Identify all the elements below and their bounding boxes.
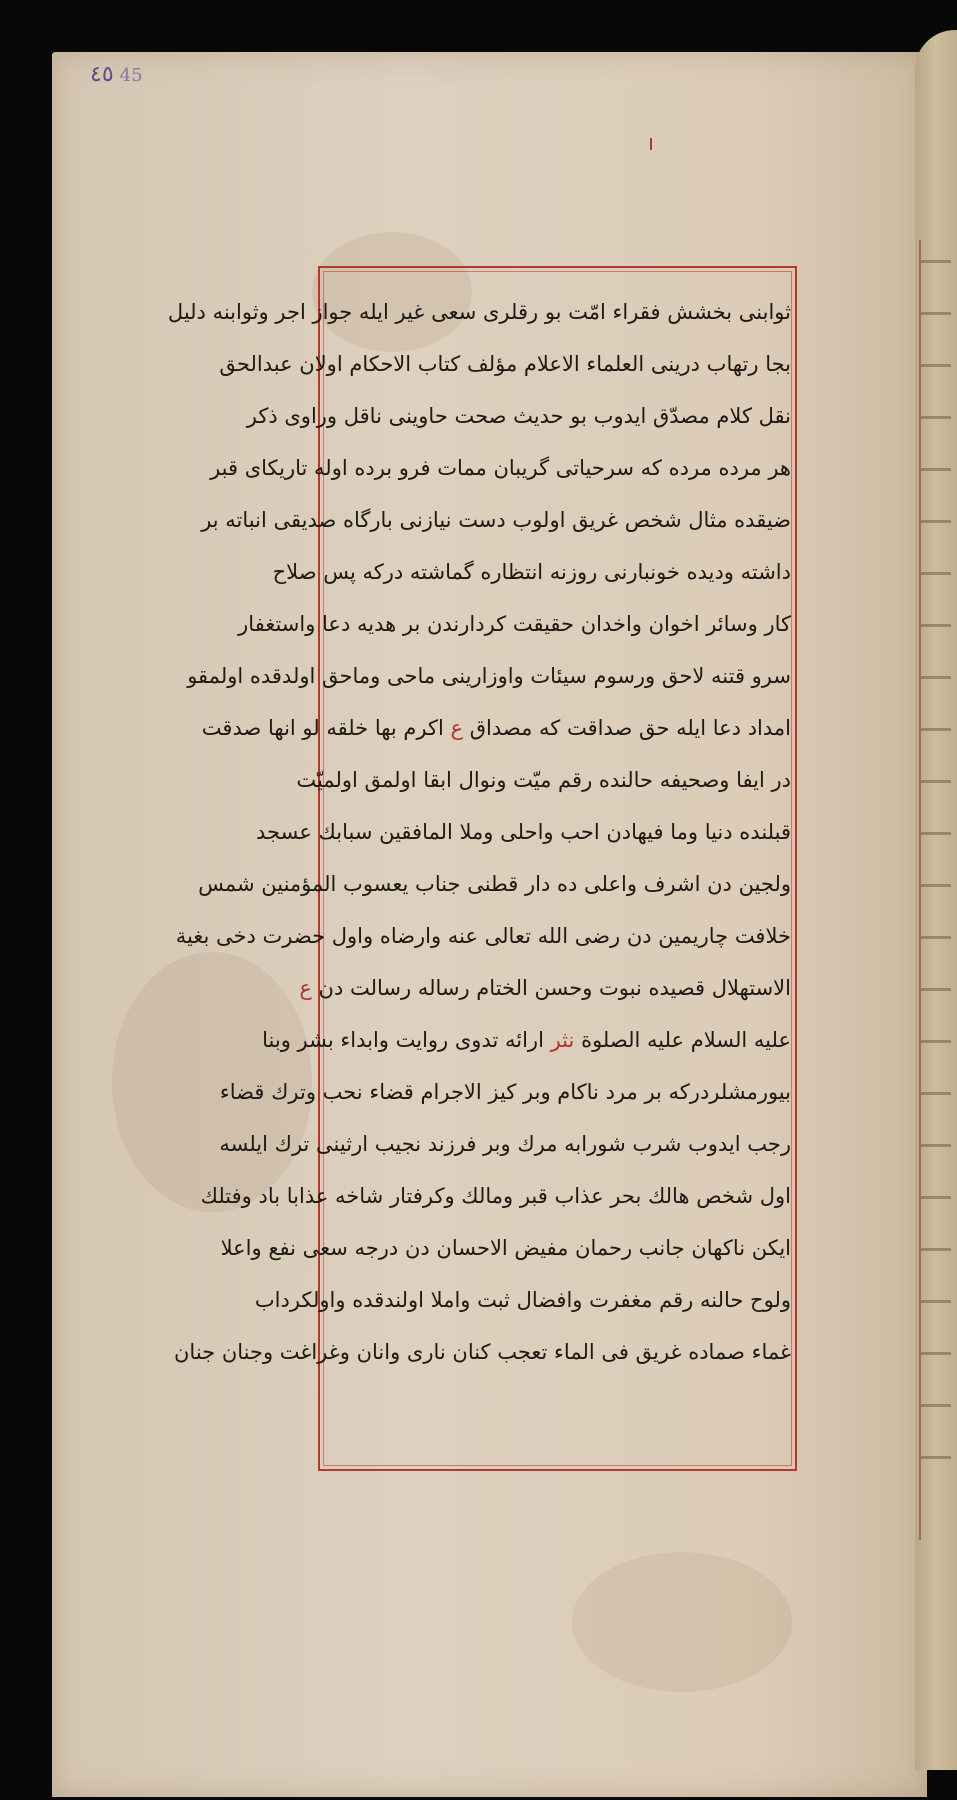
- text-line: داشته ودیده خونبارنی روزنه انتظاره گماشته درکه پس صلاح: [272, 560, 791, 584]
- text-line: نقل کلام مصدّق ایدوب بو حدیث صحت حاوینی ناقل وراوی ذکر: [246, 404, 791, 428]
- text-block: [167, 286, 791, 1378]
- text-line: بجا رتهاب درینی العلماء الاعلام مؤلف کتاب الاحکام اولان عبدالحق: [219, 352, 791, 376]
- text-line: در ایفا وصحیفه حالنده رقم میّت ونوال ابقا اولمق اولمیّت: [296, 768, 791, 792]
- rubric-marker: ع: [450, 716, 464, 740]
- next-page-text-lines: [921, 260, 951, 1460]
- paper-stain: [572, 1552, 792, 1692]
- text-line: غماء صماده غریق فی الماء تعجب کنان ناری وانان وغراغت وجنان جنان: [174, 1340, 791, 1364]
- folio-number-pencil: 45: [119, 65, 143, 86]
- text-line: هر مرده مرده که سرحیاتی گریبان ممات فرو برده اوله تاریکای قبر: [210, 456, 791, 480]
- next-page-edge: [915, 30, 957, 1770]
- text-line: الاستهلال قصیده نبوت وحسن الختام رساله رسالت دن ع: [299, 976, 791, 1000]
- text-line: امداد دعا ایله حق صداقت که مصداق ع اکرم بها خلقه لو انها صدقت: [201, 716, 791, 740]
- folio-number-ink: ٤٥: [90, 62, 114, 87]
- text-line: ضیقده مثال شخص غریق اولوب دست نیازنی بارگاه صدیقی انباته بر: [201, 508, 791, 532]
- text-line: رجب ایدوب شرب شورابه مرك وبر فرزند نجیب ارثینی ترك ایلسه: [219, 1132, 791, 1156]
- text-line: علیه السلام علیه الصلوة نثر ارائه تدوی روایت وابداء بشر وبنا: [262, 1028, 791, 1052]
- text-line: ایکن ناکهان جانب رحمان مفیض الاحسان دن درجه سعی نفع واعلا: [220, 1236, 791, 1260]
- rubric-marker: ع: [299, 976, 312, 1000]
- text-line: بیورمشلردرکه بر مرد ناکام وبر کیز الاجرام قضاء نحب وترك قضاء: [219, 1080, 791, 1104]
- rubric-marker: نثر: [550, 1028, 575, 1052]
- text-line: ولوح حالنه رقم مغفرت وافضال ثبت واملا اولندقده واولکرداب: [254, 1288, 791, 1312]
- text-line: ولجین دن اشرف واعلی ده دار قطنی جناب یعسوب المؤمنین شمس: [198, 872, 791, 896]
- folio-number: [90, 62, 143, 87]
- text-line: قبلنده دنیا وما فیهادن احب واحلی وملا المافقین سبابك عسجد: [256, 820, 791, 844]
- text-line: اول شخص هالك بحر عذاب قبر ومالك وکرفتار شاخه عذابا باد وفتلك: [200, 1184, 791, 1208]
- text-line: کار وسائر اخوان واخدان حقیقت کردارندن بر هدیه دعا واستغفار: [238, 612, 791, 636]
- text-line: سرو قتنه لاحق ورسوم سیئات واوزارینی ماحی وماحق اولدقده اولمقو: [187, 664, 791, 688]
- margin-mark: [650, 138, 652, 150]
- text-line: خلافت چاریمین دن رضی الله تعالی عنه وارضاه واول حضرت دخی بغیة: [175, 924, 791, 948]
- text-line: ثوابنی بخشش فقراء امّت بو رقلری سعی غیر ایله جواز اجر وثوابنه دلیل: [167, 300, 791, 324]
